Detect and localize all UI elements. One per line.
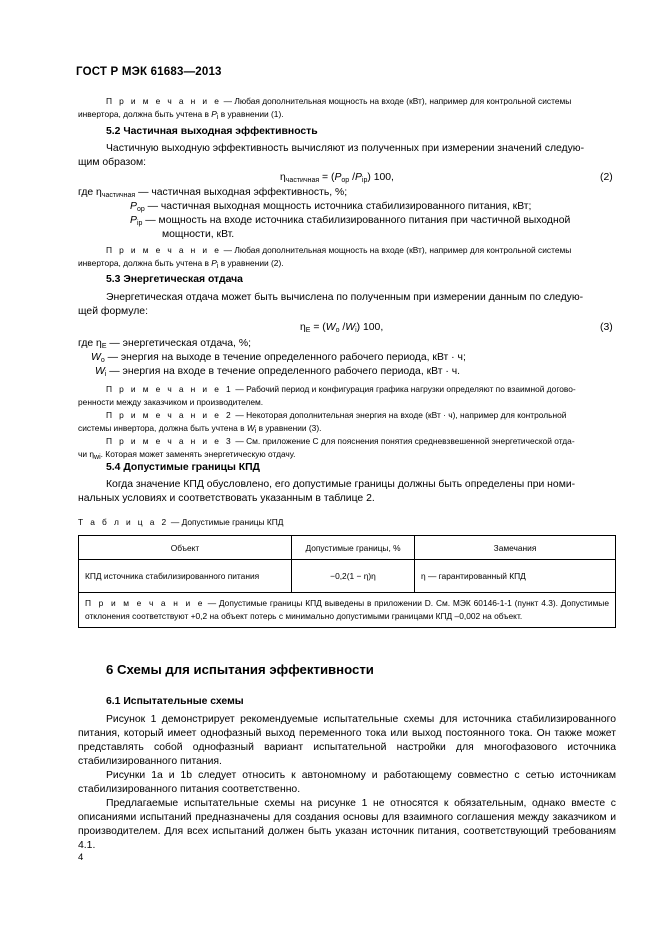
paragraph: Рисунки 1a и 1b следует относить к автономному и работающему совместно с сетью источникам стабилизированного питания соответственно.	[78, 770, 616, 795]
note-line: П р и м е ч а н и е 3 — См. приложение С для пояснения понятия средневзвешенной энергетической отда-	[106, 436, 575, 446]
formula-number: (2)	[600, 172, 613, 183]
table-header-cell: Объект	[79, 536, 292, 560]
document-header: ГОСТ Р МЭК 61683—2013	[76, 66, 222, 78]
paragraph: Рисунок 1 демонстрирует рекомендуемые испытательные схемы для источника стабилизированного питания, который имеет однофазный выход переменного тока или выход постоянного тока. Он также может представлять собой однофазный вариант испытательной настройки для многофазового источника стабилизированного питания.	[78, 714, 616, 767]
note-line: ренности между заказчиком и производителем.	[78, 397, 264, 407]
table-header-row	[79, 536, 616, 560]
tolerance-table	[78, 535, 616, 628]
table-note-row	[79, 593, 616, 628]
definition-line: $P_{op}$ — частичная выходная мощность источника стабилизированного питания, кВт;	[130, 201, 532, 213]
definition-line: где $\eta_{частичная}$ — частичная выходная эффективность, %;	[78, 187, 348, 199]
section-heading: 5.3 Энергетическая отдача	[106, 274, 243, 285]
page-number: 4	[78, 852, 84, 863]
definition-line: $P_{ip}$ — мощность на входе источника стабилизированного питания при частичной выходной	[130, 215, 571, 227]
definition-line: $W_o$ — энергия на выходе в течение определенного рабочего периода, кВт · ч;	[91, 352, 466, 364]
note-line: чи $\eta_{wi}$. Которая может заменять энергетическую отдачу.	[78, 449, 296, 461]
paragraph-line: Энергетическая отдача может быть вычислена по полученным при измерении данным по следую-	[106, 292, 584, 303]
note-line: инвертора, должна быть учтена в $P_i$ в уравнении (1).	[78, 109, 284, 121]
table-cell-remark: η — гарантированный КПД	[415, 560, 616, 593]
table-caption: Т а б л и ц а 2 — Допустимые границы КПД	[78, 517, 284, 527]
note-line: инвертора, должна быть учтена в $P_i$ в уравнении (2).	[78, 258, 284, 270]
note-line: П р и м е ч а н и е — Любая дополнительная мощность на входе (кВт), например для контрольной системы	[106, 96, 572, 106]
formula: $\eta_{частичная} = (P_{op}$ $/P_{ip}$) 100,	[280, 172, 394, 184]
definition-line: $W_i$ — энергия на входе в течение определенного рабочего периода, кВт · ч.	[95, 366, 461, 378]
section-heading: 5.2 Частичная выходная эффективность	[106, 126, 318, 137]
note-line: П р и м е ч а н и е — Любая дополнительная мощность на входе (кВт), например для контрольной системы	[106, 245, 572, 255]
paragraph-line: Когда значение КПД обусловлено, его допустимые границы должны быть определены при номи-	[106, 479, 576, 490]
table-header-cell: Допустимые границы, %	[292, 536, 415, 560]
paragraph-line: щим образом:	[78, 157, 147, 168]
table-note: П р и м е ч а н и е — Допустимые границы КПД выведены в приложении D. См. МЭК 60146-1-1 (пункт 4.3). Допустимые отклонения соответствуют +0,2 на объект потерь с минимально допустимыми границами КПД –0,002 на объект.	[79, 593, 616, 628]
definition-line: где $\eta_E$ — энергетическая отдача, %;	[78, 338, 251, 350]
paragraph-line: Частичную выходную эффективность вычисляют из полученных при измерении значений следую-	[106, 143, 585, 154]
note-line: П р и м е ч а н и е 2 — Некоторая дополнительная энергия на входе (кВт · ч), например для контрольной	[106, 410, 567, 420]
table-row	[79, 560, 616, 593]
table-header-cell: Замечания	[415, 536, 616, 560]
paragraph-line: нальных условиях и соответствовать указанным в таблице 2.	[78, 493, 375, 504]
table-cell-object: КПД источника стабилизированного питания	[79, 560, 292, 593]
formula-number: (3)	[600, 322, 613, 333]
paragraph-line: щей формуле:	[78, 306, 148, 317]
note-line: системы инвертора, должна быть учтена в $W_i$ в уравнении (3).	[78, 423, 322, 435]
chapter-heading: 6 Схемы для испытания эффективности	[106, 662, 374, 677]
paragraph: Предлагаемые испытательные схемы на рисунке 1 не относятся к обязательным, однако вместе с описаниями испытаний предназначены для создания основы для взаимного соглашения между заказчиком и производителем. Для всех испытаний должен быть указан источник питания, соответствующий требованиям 4.1.	[78, 798, 616, 851]
note-line: П р и м е ч а н и е 1 — Рабочий период и конфигурация графика нагрузки определяют по взаимной догово-	[106, 384, 576, 394]
table-cell-limits: −0,2(1 − η)η	[292, 560, 415, 593]
formula: $\eta_E = (W_o$ $/W_i$) 100,	[300, 322, 384, 334]
section-heading: 6.1 Испытательные схемы	[106, 696, 244, 707]
section-heading: 5.4 Допустимые границы КПД	[106, 462, 260, 473]
definition-line: мощности, кВт.	[162, 229, 235, 240]
